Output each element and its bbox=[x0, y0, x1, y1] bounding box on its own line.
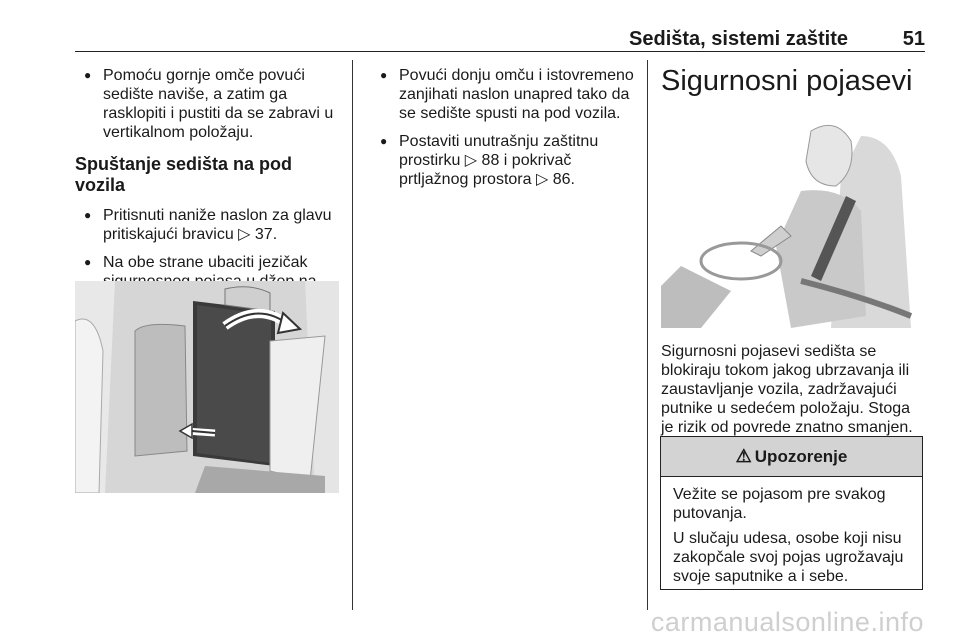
intro-paragraph: Sigurnosni pojasevi sedišta se blokiraju tokom jakog ubrzavanja ili zaustavljanje vozila, zadržavajući putnike u sedećem položaju. Stoga je rizik od povrede znatno smanjen. bbox=[661, 343, 913, 436]
page-header bbox=[75, 27, 925, 52]
section-title: Sedišta, sistemi zaštite bbox=[629, 28, 848, 50]
list-item: ● Povući donju omču i istovremeno zanjihati naslon unapred tako da se sedište spusti na pod vozila. bbox=[371, 66, 637, 123]
warning-line: Vežite se pojasom pre svakog putovanja. bbox=[673, 486, 886, 522]
page-title: Sigurnosni pojasevi bbox=[661, 65, 913, 97]
rear-seat-fold-illustration-icon bbox=[75, 281, 339, 493]
list-item: ● Na obe strane ubaciti jezičak bbox=[75, 253, 343, 310]
warning-title: Upozorenje bbox=[754, 446, 848, 466]
list-item: ● Pomoću gornje omče povući sedište naviše, a zatim ga rasklopiti i pustiti da se zabravi u vertikalnom položaju. bbox=[75, 66, 343, 142]
list-item: ● Pritisnuti naniže naslon za glavu pritiskajući bravicu ▷ 37. bbox=[75, 206, 343, 244]
column-right bbox=[661, 64, 923, 98]
watermark: carmanualsonline.info bbox=[650, 607, 924, 637]
seatbelt-driver-illustration-icon bbox=[661, 116, 923, 328]
list-item: ● Postaviti unutrašnju zaštitnu prostirku ▷ 88 i pokrivač prtljažnog prostora ▷ 86. bbox=[371, 132, 637, 189]
warning-line: U slučaju udesa, osobe koji nisu zakopčale svoj pojas ugrožavaju svoje saputnike a i sebe. bbox=[673, 530, 904, 585]
warning-box bbox=[660, 436, 923, 590]
subheading: Spuštanje sedišta na pod vozila bbox=[75, 154, 293, 195]
seatbelt-figure bbox=[661, 116, 923, 328]
warning-header bbox=[661, 437, 922, 477]
warning-triangle-icon: ⚠ bbox=[735, 446, 752, 466]
column-divider-2 bbox=[647, 60, 648, 610]
column-divider-1 bbox=[352, 60, 353, 610]
page-number: 51 bbox=[902, 28, 925, 50]
column-middle bbox=[371, 66, 637, 198]
rear-seat-figure bbox=[75, 281, 339, 493]
